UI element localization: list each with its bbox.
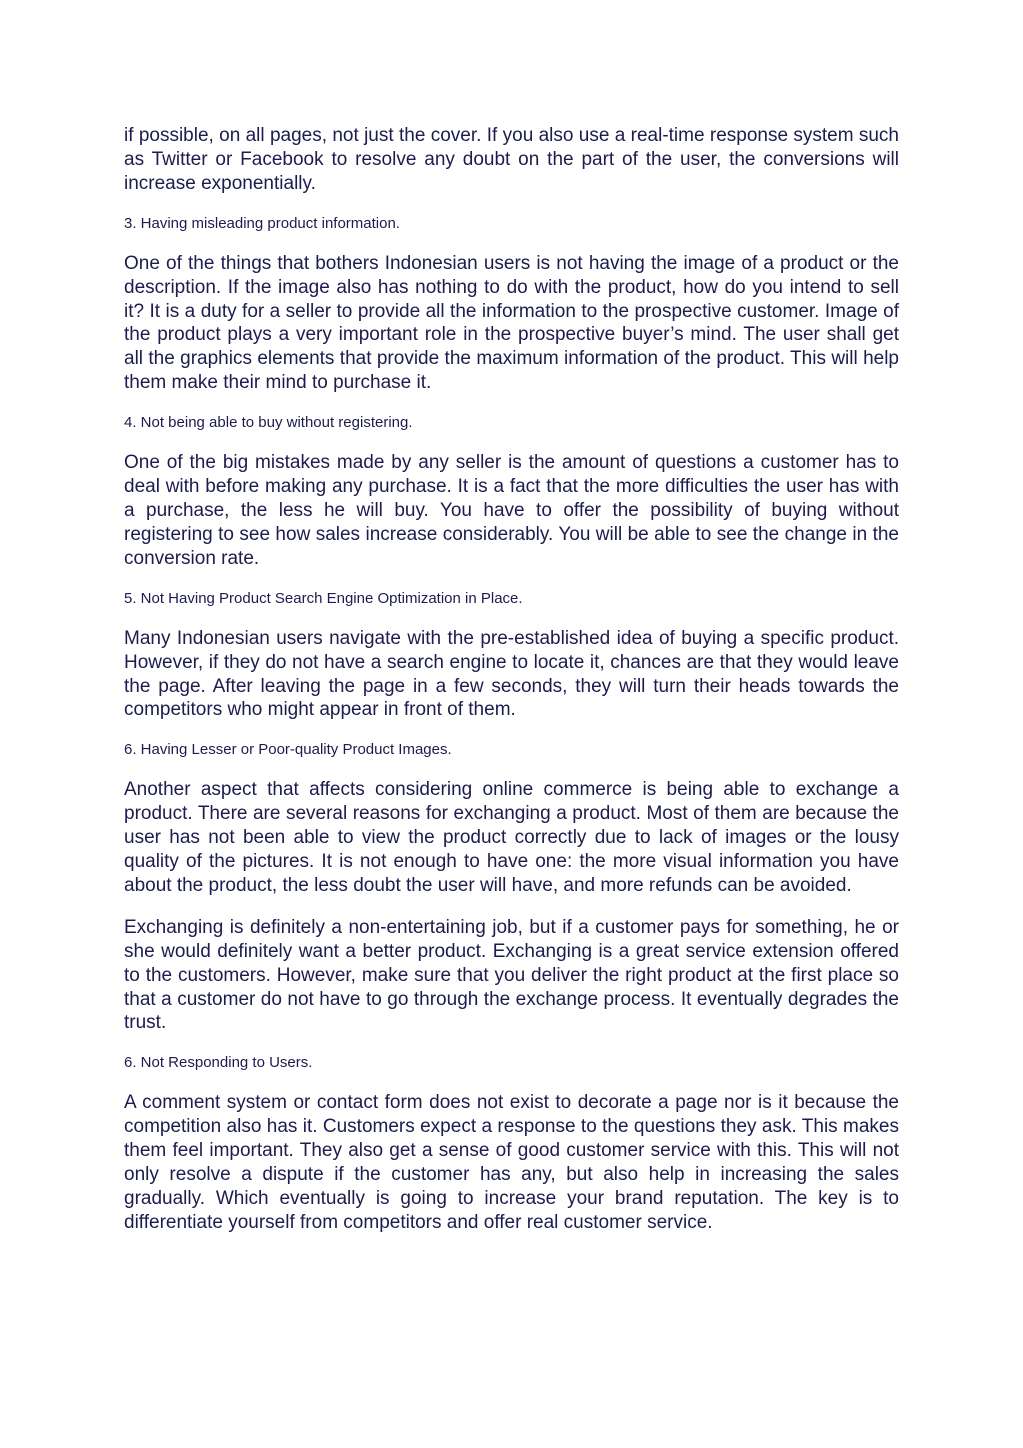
paragraph-exchanging: Exchanging is definitely a non-entertaining job, but if a customer pays for something, he or she would definitely want a better product. Exchanging is a great service extension offered to the customers. However, make sure that you deliver the right product at the first place so that a customer do not have to go through the exchange process. It eventually degrades the trust.	[124, 916, 899, 1034]
section-heading-search-engine: 5. Not Having Product Search Engine Optimization in Place.	[124, 589, 523, 607]
section-heading-registering: 4. Not being able to buy without registering.	[124, 414, 413, 432]
paragraph-intro-continuation: if possible, on all pages, not just the cover. If you also use a real-time response system such as Twitter or Facebook to resolve any doubt on the part of the user, the conversions will increase exponentially.	[124, 125, 899, 194]
paragraph-registering: One of the big mistakes made by any seller is the amount of questions a customer has to deal with before making any purchase. It is a fact that the more difficulties the user has with a purchase, the less he will buy. You have to offer the possibility of buying without registering to see how sales increase considerably. You will be able to see the change in the conversion rate.	[124, 452, 899, 569]
section-heading-responding: 6. Not Responding to Users.	[124, 1054, 313, 1072]
paragraph-misleading-info: One of the things that bothers Indonesian users is not having the image of a product or the description. If the image also has nothing to do with the product, how do you intend to sell it? It is a duty for a seller to provide all the information to the prospective customer. Image of the product plays a very important role in the prospective buyer’s mind. The user shall get all the graphics elements that provide the maximum information of the product. This will help them make their mind to purchase it.	[124, 252, 899, 394]
paragraph-responding: A comment system or contact form does not exist to decorate a page nor is it because the competition also has it. Customers expect a response to the questions they ask. This makes them feel important. They also get a sense of good customer service with this. This will not only resolve a dispute if the customer has any, but also help in increasing the sales gradually. Which eventually is going to increase your brand reputation. The key is to differentiate yourself from competitors and offer real customer service.	[124, 1092, 899, 1233]
document-page	[124, 124, 899, 1253]
section-heading-product-images: 6. Having Lesser or Poor-quality Product Images.	[124, 741, 452, 759]
paragraph-search-engine: Many Indonesian users navigate with the pre-established idea of buying a specific product. However, if they do not have a search engine to locate it, chances are that they would leave the page. After leaving the page in a few seconds, they will turn their heads towards the competitors who might appear in front of them.	[124, 627, 899, 721]
section-heading-misleading-info: 3. Having misleading product information.	[124, 214, 400, 232]
paragraph-product-images: Another aspect that affects considering online commerce is being able to exchange a product. There are several reasons for exchanging a product. Most of them are because the user has not been able to view the product correctly due to lack of images or the lousy quality of the pictures. It is not enough to have one: the more visual information you have about the product, the less doubt the user will have, and more refunds can be avoided.	[124, 779, 899, 896]
